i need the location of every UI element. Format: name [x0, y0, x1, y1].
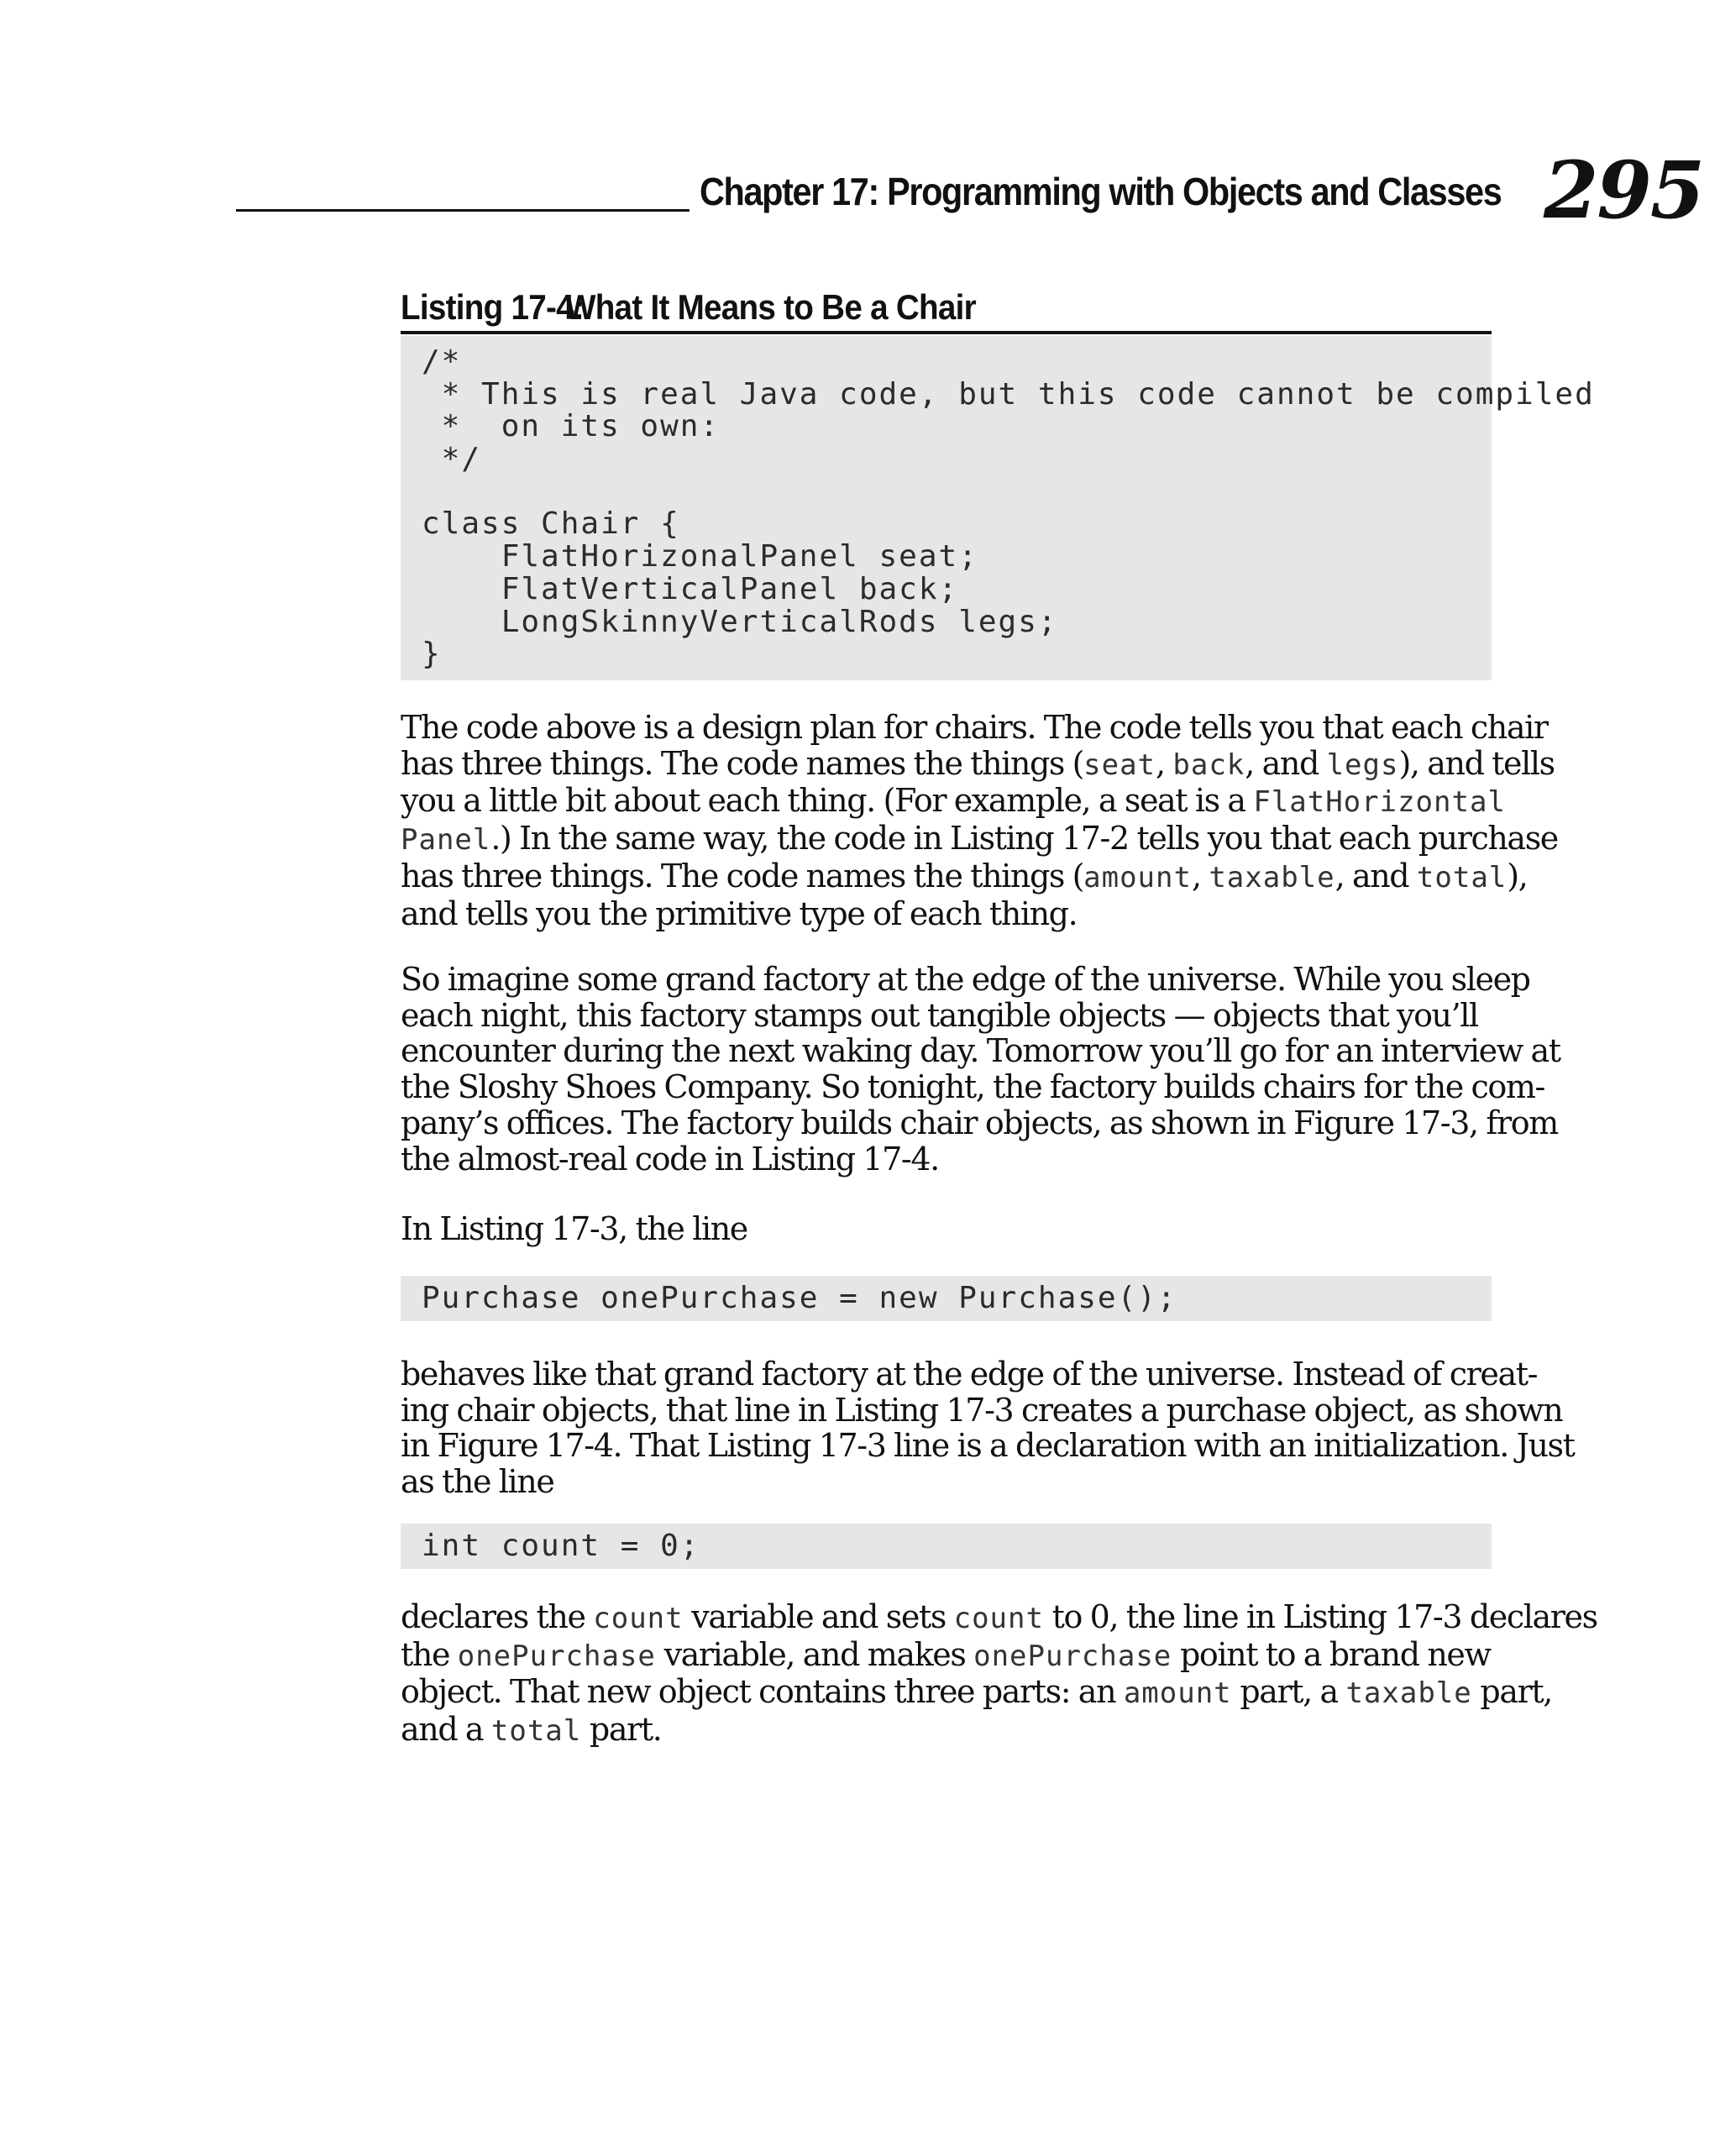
text-line: the Sloshy Shoes Company. So tonight, the factory builds chairs for the com- — [401, 1068, 1544, 1106]
text-line: and tells you the primitive type of each thing. — [401, 894, 1078, 932]
paragraph-listing-line — [401, 1211, 1492, 1247]
text-line: So imagine some grand factory at the edge of the universe. While you sleep — [401, 961, 1530, 998]
inline-code: taxable — [1345, 1676, 1472, 1711]
paragraph-declares-count — [401, 1598, 1597, 1749]
inline-code: back — [1172, 748, 1245, 782]
paragraph-behaves-like — [401, 1356, 1575, 1501]
paragraph-grand-factory — [401, 961, 1560, 1178]
inline-code: total — [1416, 860, 1508, 894]
code-line: FlatVerticalPanel back; — [422, 571, 959, 606]
listing-rule — [401, 331, 1492, 334]
code-line: } — [422, 637, 442, 672]
text-line: and a total part. — [401, 1711, 662, 1749]
inline-code: onePurchase — [457, 1639, 656, 1673]
text-line: as the line — [401, 1463, 554, 1501]
inline-code: count — [593, 1602, 684, 1635]
code-line: FlatHorizonalPanel seat; — [422, 539, 978, 574]
code-line: * This is real Java code, but this code cannot be compiled — [422, 376, 1595, 412]
code-line: class Chair { — [422, 506, 680, 542]
text-line: in Figure 17-4. That Listing 17-3 line is a declaration with an initialization. Just — [401, 1427, 1575, 1465]
listing-number: Listing 17-4: — [401, 287, 585, 327]
code-snippet-count: int count = 0; — [401, 1524, 1492, 1569]
text-line: behaves like that grand factory at the edge of the universe. Instead of creat- — [401, 1356, 1538, 1393]
inline-code: amount — [1083, 860, 1192, 894]
inline-code: count — [953, 1602, 1044, 1635]
text-line: Panel.) In the same way, the code in Listing 17-2 tells you that each purchase — [401, 820, 1558, 858]
listing-title: What It Means to Be a Chair — [564, 287, 976, 327]
inline-code: onePurchase — [973, 1639, 1172, 1673]
code-line: /* — [422, 344, 462, 379]
text-line: the onePurchase variable, and makes onePurchase point to a brand new — [401, 1635, 1491, 1673]
inline-code: FlatHorizontal — [1253, 785, 1506, 820]
inline-code: amount — [1123, 1676, 1232, 1711]
text-line: you a little bit about each thing. (For example, a seat is a FlatHorizontal — [401, 782, 1506, 820]
inline-code: Panel — [401, 823, 491, 858]
code-line: */ — [422, 442, 482, 477]
paragraph-design-plan — [401, 709, 1558, 932]
text-line: has three things. The code names the things (seat, back, and legs), and tells — [401, 744, 1555, 782]
text-line: ing chair objects, that line in Listing 17-3 creates a purchase object, as shown — [401, 1391, 1563, 1429]
code-line — [422, 476, 1492, 509]
text-line: each night, this factory stamps out tangible objects — objects that you’ll — [401, 996, 1478, 1034]
header-rule — [236, 209, 690, 212]
inline-code: seat — [1083, 748, 1156, 782]
code-line: * on its own: — [422, 409, 721, 444]
code-snippet-purchase: Purchase onePurchase = new Purchase(); — [401, 1276, 1492, 1321]
code-line: LongSkinnyVerticalRods legs; — [422, 604, 1058, 639]
code-listing-chair — [401, 336, 1595, 680]
text-line: has three things. The code names the things (amount, taxable, and total), — [401, 857, 1528, 894]
text-line: the almost-real code in Listing 17-4. — [401, 1140, 939, 1178]
text-line: In Listing 17-3, the line — [401, 1210, 747, 1247]
inline-code: taxable — [1209, 860, 1335, 894]
page-number: 295 — [1544, 144, 1704, 237]
inline-code: total — [490, 1714, 582, 1749]
listing-caption — [401, 286, 1405, 329]
text-line: pany’s offices. The factory builds chair objects, as shown in Figure 17-3, from — [401, 1104, 1558, 1141]
text-line: declares the count variable and sets count to 0, the line in Listing 17-3 declares — [401, 1598, 1597, 1635]
text-line: The code above is a design plan for chairs. The code tells you that each chair — [401, 709, 1548, 746]
text-line: object. That new object contains three parts: an amount part, a taxable part, — [401, 1673, 1552, 1711]
running-header-title: Chapter 17: Programming with Objects and Classes — [700, 170, 1502, 213]
text-line: encounter during the next waking day. Tomorrow you’ll go for an interview at — [401, 1032, 1560, 1070]
inline-code: legs — [1326, 748, 1399, 782]
